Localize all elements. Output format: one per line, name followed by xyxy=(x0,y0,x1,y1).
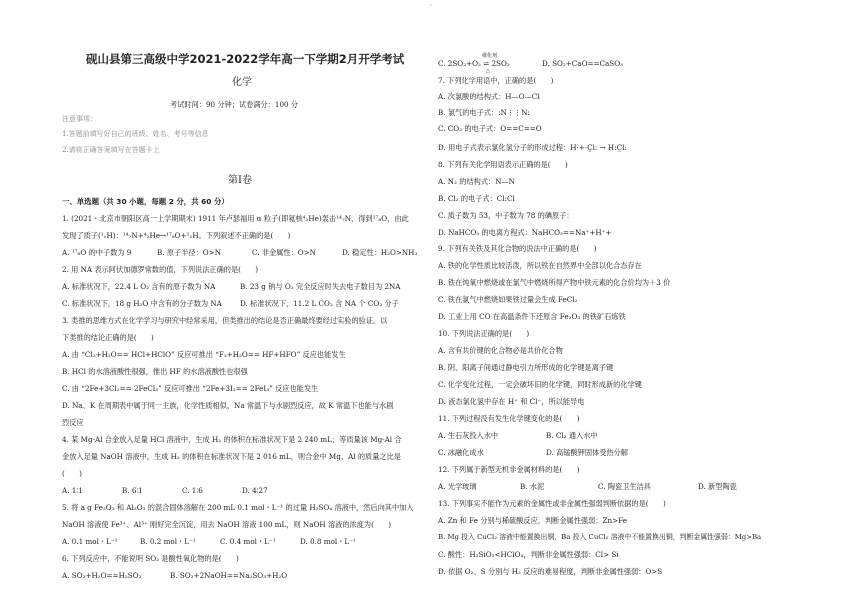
option-d: D. 稳定性：H₂O>NH₃ xyxy=(342,248,418,257)
option-b: B. 原子半径：O>N xyxy=(157,248,221,257)
option-b: B. HCl 的水溶液酸性很强，推出 HF 的水溶液酸性也很强 xyxy=(62,367,248,376)
option-a: A. Zn 和 Fe 分别与稀硫酸反应，判断金属性强弱：Zn>Fe xyxy=(438,516,627,525)
question-11-stem: 11. 下列过程没有发生化学键变化的是( ) xyxy=(438,414,580,423)
question-10-stem: 10. 下列说法正确的是( ) xyxy=(438,329,530,338)
option-b: B. 氯气的电子式：:N⋮⋮N: xyxy=(438,108,530,117)
question-8-stem: 8. 下列有关化学用语表示正确的是( ) xyxy=(438,160,568,169)
option-b: B. SO₂+2NaOH==Na₂SO₃+H₂O xyxy=(170,571,288,580)
question-3-stem: 下类推的结论正确的是( ) xyxy=(62,333,154,342)
notice-item: 2.请将正确答案填写在答题卡上 xyxy=(62,146,160,154)
option-a: A. 光学玻璃 xyxy=(438,482,477,491)
option-c: C. CO₂ 的电子式：O==C==O xyxy=(438,124,542,133)
question-5-options xyxy=(62,537,356,546)
question-6-options xyxy=(62,571,287,580)
option-c: C. 1∶6 xyxy=(182,486,203,495)
option-d: D. 高锰酸钾固体受热分解 xyxy=(546,448,628,457)
question-12-stem: 12. 下列属于新型无机非金属材料的是( ) xyxy=(438,465,580,474)
option-b: B. Mg 投入 CuCl₂ 溶液中能置换出铜，Ba 投入 CuCl₂ 溶液中不能置换出铜，判断金属性强弱：Mg>Ba xyxy=(438,533,762,541)
option-a: A. N₂ 的结构式：N—N xyxy=(438,177,515,186)
option-a: A. 标准状况下，22.4 L O₂ 含有的原子数为 NA xyxy=(62,282,216,291)
exam-title: 砚山县第三高级中学2021-2022学年高一下学期2月开学考试 xyxy=(86,52,405,66)
option-b: B. Cl₂ 通入水中 xyxy=(546,431,598,440)
option-d: D. 新型陶瓷 xyxy=(698,482,737,491)
option-b: B. 23 g 钠与 O₂ 完全反应时失去电子数目为 2NA xyxy=(240,282,401,291)
question-4-stem: ( ) xyxy=(62,469,82,478)
subject-label: 化学 xyxy=(232,77,252,88)
option-d: D. 依据 O₂、S 分别与 H₂ 反应的难易程度，判断非金属性强弱：O>S xyxy=(438,567,663,576)
top-mark: ' xyxy=(430,4,432,11)
question-6-stem: 6. 下列反应中，不能说明 SO₂ 是酸性氧化物的是( ) xyxy=(62,554,239,563)
question-1-options xyxy=(62,248,417,257)
option-a: A. SO₂+H₂O==H₂SO₃ xyxy=(62,571,142,580)
question-6-options xyxy=(438,59,623,68)
option-d: D. 用电子式表示氯化氢分子的形成过程：H·+·C̤l: → H:C̤l: xyxy=(438,143,627,152)
question-2-options xyxy=(62,299,399,308)
option-b: B. 阴、阳离子间通过静电引力所形成的化学键是离子键 xyxy=(438,363,614,372)
question-1-stem: 发现了质子(¹₁H)：¹⁴₇N+⁴₂He→¹⁷₈O+¹₁H。下列叙述不正确的是( ) xyxy=(62,231,291,240)
exam-info: 考试时间：90 分钟；试卷满分：100 分 xyxy=(170,100,299,109)
option-b: B. 水泥 xyxy=(520,482,545,491)
option-c: C. 化学变化过程，一定会破坏旧的化学键，同时形成新的化学键 xyxy=(438,380,642,389)
option-c: C. 酸性：H₂SiO₃<HClO₄，判断非金属性强弱：Cl> Si xyxy=(438,550,619,559)
option-c: C. 铁在氯气中燃烧如果铁过量会生成 FeCl₂ xyxy=(438,295,578,304)
question-7-stem: 7. 下列化学用语中，正确的是( ) xyxy=(438,76,554,85)
option-c: C. 冰融化成水 xyxy=(438,448,484,457)
question-5-stem: NaOH 溶液使 Fe³⁺、Al³⁺ 刚好完全沉淀，用去 NaOH 溶液 100 mL，则 NaOH 溶液的浓度为( ) xyxy=(62,520,392,529)
question-4-stem: 4. 某 Mg-Al 合金放入足量 HCl 溶液中，生成 H₂ 的体积在标准状况下是 2 240 mL；等质量该 Mg-Al 合 xyxy=(62,435,402,444)
question-3-stem: 3. 类推的思维方式在化学学习与研究中经常采用，但类推出的结论是否正确最终要经过实验的验证。以 xyxy=(62,316,388,325)
option-c: C. 0.4 mol・L⁻¹ xyxy=(220,537,276,546)
question-2-options xyxy=(62,282,400,291)
option-a: A. 1∶1 xyxy=(62,486,83,495)
question-12-options xyxy=(438,482,737,491)
question-9-stem: 9. 下列有关铁及其化合物的说法中正确的是( ) xyxy=(438,244,597,253)
option-d: D. SO₂+CaO==CaSO₃ xyxy=(542,59,623,68)
option-d: D. 4∶27 xyxy=(242,486,268,495)
option-d: D. 标准状况下，11.2 L CO₂ 含 NA 个 CO₂ 分子 xyxy=(240,299,399,308)
option-d: D. NaHCO₃ 的电离方程式：NaHCO₃==Na⁺+H⁺+ xyxy=(438,228,612,237)
option-d: D. 液态氯化氢中存在 H⁺ 和 Cl⁻，所以能导电 xyxy=(438,397,585,406)
option-d-continued: 烈反应 xyxy=(62,418,84,427)
option-a: A. 0.1 mol・L⁻¹ xyxy=(62,537,118,546)
option-c: C. 陶瓷卫生洁具 xyxy=(598,482,651,491)
section-heading: 一、单选题（共 30 小题，每题 2 分，共 60 分） xyxy=(62,197,229,206)
option-a: A. 铁的化学性质比较活泼，所以铁在自然界中全部以化合态存在 xyxy=(438,261,642,270)
option-b: B. 铁在纯氧中燃烧或在氯气中燃烧所得产物中铁元素的化合价均为＋3 价 xyxy=(438,278,671,287)
option-a: A. 含有共价键的化合物必是共价化合物 xyxy=(438,346,563,355)
option-a: A. 生石灰投入水中 xyxy=(438,431,499,440)
option-a: A. ¹⁷₈O 的中子数为 9 xyxy=(62,248,132,257)
option-d: D. 工业上用 CO 在高温条件下还原含 Fe₂O₃ 的铁矿石炼铁 xyxy=(438,312,626,321)
option-c: C. 非金属性：O>N xyxy=(252,248,316,257)
question-11-options xyxy=(438,448,628,457)
option-c: C. 由 “2Fe+3Cl₂== 2FeCl₃” 反应可推出 “2Fe+3I₂== 2FeI₃” 反应也能发生 xyxy=(62,384,319,393)
option-b: B. 6∶1 xyxy=(122,486,143,495)
question-5-stem: 5. 将 a g Fe₂O₃ 和 Al₂O₃ 的混合固体溶解在 200 mL 0.1 mol・L⁻¹ 的过量 H₂SO₄ 溶液中，然后向其中加入 xyxy=(62,503,414,512)
notice-item: 1.答题前填写好自己的班级、姓名、考号等信息 xyxy=(62,130,209,138)
option-d: D. 0.8 mol・L⁻¹ xyxy=(300,537,356,546)
heat-symbol: △ xyxy=(486,68,490,74)
reaction-condition: 催化剂 xyxy=(482,53,498,59)
part-title: 第Ⅰ卷 xyxy=(228,175,252,186)
question-2-stem: 2. 用 NA 表示阿伏加德罗常数的值，下列说法正确的是( ) xyxy=(62,265,259,274)
question-11-options xyxy=(438,431,598,440)
question-1-stem: 1. (2021・北京市朝阳区高一上学期期末) 1911 年卢瑟福用 α 粒子(即氦核⁴₂He)轰击¹⁴₇N，得到¹⁷₈O，由此 xyxy=(62,214,409,223)
option-a: A. 由 “Cl₂+H₂O== HCl+HClO” 反应可推出 “F₂+H₂O== HF+HFO” 反应也能发生 xyxy=(62,350,346,359)
option-b: B. 0.2 mol・L⁻¹ xyxy=(140,537,196,546)
option-d: D. Na、K 在周期表中属于同一主族，化学性质相似，Na 常温下与水剧烈反应，故 K 常温下也能与水剧 xyxy=(62,401,394,410)
question-4-options xyxy=(62,486,268,495)
option-c: C. 标准状况下，18 g H₂O 中含有的分子数为 NA xyxy=(62,299,222,308)
option-c: C. 2SO₂+O₂ ⇌ 2SO₃ xyxy=(438,59,510,68)
question-4-stem: 金放入足量 NaOH 溶液中，生成 H₂ 的体积在标准状况下是 2 016 mL，则合金中 Mg、Al 的质量之比是 xyxy=(62,452,401,461)
question-13-stem: 13. 下列事实不能作为元素的金属性或非金属性强弱判断依据的是( ) xyxy=(438,499,666,508)
option-c: C. 质子数为 53，中子数为 78 的碘原子： xyxy=(438,211,574,220)
option-b: B. Cl₂ 的电子式：Cl:Cl xyxy=(438,194,515,203)
notice-title: 注意事项： xyxy=(62,115,97,123)
option-a: A. 次氯酸的结构式：H—O—Cl xyxy=(438,92,540,101)
